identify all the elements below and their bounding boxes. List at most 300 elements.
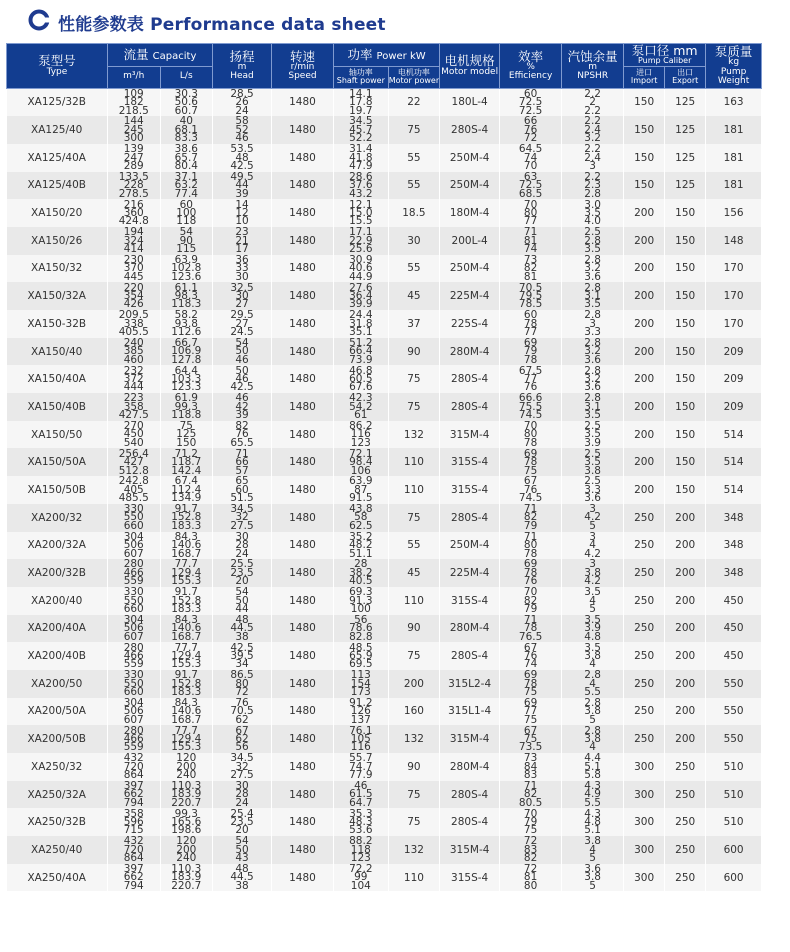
cell-capacity-m3h-value: 466: [123, 566, 144, 579]
cell-capacity-m3h-value: 144: [123, 116, 144, 128]
cell-export: 150: [665, 255, 706, 283]
cell-efficiency-value: 77: [523, 373, 538, 386]
cell-type: XA125/40: [7, 116, 108, 144]
cell-shaft-power-value: 35.2: [349, 531, 373, 543]
cell-capacity-m3h-value: 506: [123, 705, 144, 718]
cell-export: 200: [665, 615, 706, 643]
cell-capacity-ls-value: 155.3: [171, 658, 202, 670]
cell-capacity-ls-value: 240: [176, 852, 197, 864]
cell-npshr-value: 2.5: [584, 420, 601, 432]
cell-shaft-power: [333, 781, 388, 809]
cell-capacity-ls-value: 37.1: [174, 171, 198, 183]
cell-motor-power: 132: [388, 725, 440, 753]
cell-motor-model: 315M-4: [440, 836, 500, 864]
cell-weight: 181: [706, 116, 762, 144]
cell-shaft-power: [333, 532, 388, 560]
cell-head-value: 51.5: [230, 492, 254, 504]
cell-motor-power: 75: [388, 116, 440, 144]
cell-npshr-value: 5.8: [584, 769, 601, 781]
cell-efficiency-value: 79: [523, 816, 538, 829]
cell-type: XA150/50B: [7, 476, 108, 504]
cell-capacity-m3h: [107, 532, 160, 560]
cell-motor-model: 315M-4: [440, 725, 500, 753]
cell-speed: 1480: [271, 532, 333, 560]
cell-capacity-ls-value: 50.6: [174, 96, 198, 109]
cell-head-value: 46: [235, 393, 249, 405]
cell-motor-power: 110: [388, 587, 440, 615]
cell-import: 250: [624, 504, 665, 532]
cell-shaft-power-value: 91.5: [349, 492, 373, 504]
cell-efficiency: [500, 642, 562, 670]
cell-npshr-value: 3.8: [584, 464, 601, 477]
cell-efficiency-value: 82: [523, 594, 538, 607]
table-row: [7, 338, 762, 366]
cell-capacity-ls-value: 77.7: [174, 642, 198, 654]
cell-capacity-ls: [160, 144, 213, 172]
cell-head-value: 24.5: [230, 326, 254, 338]
cell-capacity-m3h-value: 256.4: [118, 448, 149, 460]
cell-capacity-m3h-value: 550: [123, 594, 144, 607]
cell-export: 150: [665, 227, 706, 255]
cell-efficiency-value: 71: [523, 614, 538, 626]
cell-capacity-ls-value: 123.6: [171, 270, 202, 283]
cell-import: 300: [624, 864, 665, 892]
cell-head-value: 67: [235, 725, 249, 737]
cell-capacity-ls: [160, 725, 213, 753]
cell-capacity-m3h-value: 139: [123, 143, 144, 156]
cell-efficiency: [500, 615, 562, 643]
cell-type: XA200/50A: [7, 698, 108, 726]
cell-capacity-m3h: [107, 698, 160, 726]
cell-head-value: 38: [235, 630, 249, 643]
cell-head-value: 76: [235, 697, 249, 709]
cell-capacity-m3h-value: 289: [123, 159, 144, 172]
cell-motor-power: 132: [388, 836, 440, 864]
cell-npshr-value: 3.8: [584, 871, 601, 884]
cell-capacity-m3h-value: 596: [123, 816, 144, 829]
cell-efficiency-value: 74.5: [518, 492, 543, 504]
cell-efficiency-value: 75: [523, 464, 538, 477]
cell-export: 250: [665, 864, 706, 892]
cell-efficiency: [500, 310, 562, 338]
cell-type: XA200/40: [7, 587, 108, 615]
cell-head: [213, 255, 272, 283]
cell-type: XA150/32: [7, 255, 108, 283]
cell-efficiency-value: 78: [523, 547, 538, 560]
cell-capacity-m3h: [107, 615, 160, 643]
cell-capacity-ls-value: 67.4: [174, 476, 198, 488]
cell-efficiency-value: 76: [523, 483, 538, 496]
cell-import: 200: [624, 310, 665, 338]
cell-shaft-power-value: 51.1: [349, 547, 373, 560]
cell-capacity-m3h: [107, 116, 160, 144]
cell-efficiency-value: 70: [523, 199, 538, 211]
cell-npshr-value: 3: [589, 503, 596, 516]
cell-head-value: 32: [235, 760, 249, 773]
cell-capacity-m3h-value: 223: [123, 393, 144, 405]
cell-export: 125: [665, 144, 706, 172]
cell-head-value: 52: [235, 123, 249, 136]
cell-shaft-power-value: 28.6: [349, 171, 373, 183]
cell-capacity-m3h-value: 218.5: [118, 104, 149, 117]
cell-npshr-value: 4: [589, 658, 596, 670]
cell-shaft-power: [333, 144, 388, 172]
cell-capacity-ls-value: 115: [176, 243, 197, 255]
cell-speed: 1480: [271, 116, 333, 144]
cell-efficiency: [500, 864, 562, 892]
cell-weight: 209: [706, 393, 762, 421]
cell-motor-power: 75: [388, 781, 440, 809]
cell-head-value: 46: [235, 132, 249, 144]
cell-efficiency-value: 80: [523, 879, 538, 892]
cell-shaft-power-value: 43.8: [349, 503, 373, 516]
cell-capacity-ls-value: 129.4: [171, 566, 202, 579]
cell-motor-power: 45: [388, 559, 440, 587]
cell-efficiency: [500, 504, 562, 532]
header-caliber: 泵口径 mm Pump Caliber: [624, 44, 706, 67]
cell-head-value: 54: [235, 836, 249, 848]
cell-npshr-value: 2.4: [584, 151, 601, 164]
cell-efficiency-value: 71: [523, 503, 538, 516]
cell-npshr-value: 3.5: [584, 409, 601, 421]
cell-motor-power: 55: [388, 144, 440, 172]
cell-npshr: [562, 532, 624, 560]
cell-npshr: [562, 753, 624, 781]
cell-efficiency-value: 73: [523, 753, 538, 765]
cell-efficiency-value: 68.5: [518, 187, 543, 200]
cell-npshr: [562, 642, 624, 670]
cell-npshr-value: 3: [589, 317, 596, 330]
cell-efficiency-value: 70: [523, 420, 538, 432]
cell-npshr-value: 4.0: [584, 215, 601, 227]
cell-motor-model: 280S-4: [440, 504, 500, 532]
table-row: [7, 781, 762, 809]
cell-import: 300: [624, 836, 665, 864]
cell-head-value: 42.5: [230, 642, 254, 654]
cell-head-value: 24: [235, 547, 249, 560]
cell-shaft-power-value: 72.2: [349, 863, 373, 875]
cell-efficiency: [500, 227, 562, 255]
cell-head-value: 25.5: [230, 559, 254, 571]
cell-npshr: [562, 559, 624, 587]
cell-npshr-value: 3.2: [584, 262, 601, 275]
cell-shaft-power: [333, 559, 388, 587]
cell-head: [213, 587, 272, 615]
cell-efficiency-value: 78: [523, 677, 538, 690]
cell-efficiency-value: 67: [523, 725, 538, 737]
cell-head: [213, 864, 272, 892]
cell-head-value: 72: [235, 686, 249, 698]
cell-type: XA200/40A: [7, 615, 108, 643]
cell-head-value: 56: [235, 741, 249, 754]
cell-capacity-ls-value: 80.4: [174, 159, 198, 172]
cell-capacity-m3h-value: 385: [123, 345, 144, 358]
cell-capacity-m3h-value: 397: [123, 780, 144, 792]
cell-export: 150: [665, 282, 706, 310]
cell-head-value: 65.5: [230, 436, 254, 449]
cell-head-value: 27: [235, 298, 249, 311]
cell-head-value: 49.5: [230, 171, 254, 183]
cell-shaft-power-value: 123: [350, 852, 371, 864]
cell-head-value: 53.5: [230, 143, 254, 156]
cell-efficiency: [500, 365, 562, 393]
cell-head-value: 14: [235, 199, 249, 211]
table-row: [7, 642, 762, 670]
cell-npshr-value: 3.5: [584, 243, 601, 255]
cell-capacity-ls-value: 152.8: [171, 511, 202, 524]
cell-efficiency-value: 69: [523, 669, 538, 682]
cell-speed: 1480: [271, 255, 333, 283]
table-row: [7, 725, 762, 753]
cell-speed: 1480: [271, 421, 333, 449]
cell-npshr: [562, 670, 624, 698]
cell-capacity-ls: [160, 753, 213, 781]
cell-capacity-ls-value: 152.8: [171, 594, 202, 607]
cell-head-value: 58: [235, 116, 249, 128]
cell-head-value: 23: [235, 226, 249, 239]
cell-capacity-ls-value: 91.7: [174, 669, 198, 682]
cell-capacity-m3h: [107, 476, 160, 504]
cell-efficiency: [500, 116, 562, 144]
cell-capacity-m3h: [107, 670, 160, 698]
cell-weight: 163: [706, 88, 762, 116]
cell-npshr-value: 2.8: [584, 234, 601, 247]
cell-efficiency-value: 81: [523, 871, 538, 884]
cell-shaft-power-value: 99: [354, 871, 368, 884]
cell-npshr: [562, 310, 624, 338]
cell-shaft-power-value: 118: [350, 843, 371, 856]
cell-capacity-ls-value: 240: [176, 769, 197, 781]
cell-shaft-power-value: 44.9: [349, 270, 373, 283]
cell-capacity-m3h-value: 715: [123, 824, 144, 837]
cell-capacity-m3h-value: 445: [123, 270, 144, 283]
cell-efficiency-value: 78: [523, 456, 538, 469]
table-row: [7, 116, 762, 144]
cell-motor-model: 280S-4: [440, 116, 500, 144]
cell-capacity-ls: [160, 393, 213, 421]
cell-npshr-value: 3.1: [584, 400, 601, 413]
cell-capacity-ls-value: 198.6: [171, 824, 202, 837]
cell-capacity-ls-value: 60.7: [174, 104, 198, 117]
cell-speed: 1480: [271, 698, 333, 726]
cell-capacity-m3h-value: 230: [123, 254, 144, 266]
cell-motor-power: 45: [388, 282, 440, 310]
cell-capacity-m3h: [107, 144, 160, 172]
cell-motor-model: 180M-4: [440, 199, 500, 227]
cell-shaft-power-value: 36.4: [349, 289, 373, 302]
cell-head-value: 42.5: [230, 159, 254, 172]
cell-capacity-m3h-value: 228: [123, 179, 144, 192]
cell-capacity-m3h-value: 209.5: [118, 310, 149, 322]
cell-npshr-value: 5.5: [584, 686, 601, 698]
cell-capacity-ls-value: 63.2: [174, 179, 198, 192]
cell-speed: 1480: [271, 504, 333, 532]
cell-motor-power: 110: [388, 864, 440, 892]
cell-export: 150: [665, 199, 706, 227]
page-title: 性能参数表 Performance data sheet: [58, 15, 386, 35]
cell-capacity-m3h-value: 109: [123, 88, 144, 100]
cell-head-value: 86.5: [230, 669, 254, 682]
cell-capacity-ls-value: 100: [176, 206, 197, 219]
table-row: [7, 698, 762, 726]
cell-head-value: 36: [235, 254, 249, 266]
table-row: [7, 365, 762, 393]
cell-speed: 1480: [271, 615, 333, 643]
cell-shaft-power: [333, 615, 388, 643]
cell-capacity-m3h-value: 466: [123, 649, 144, 662]
cell-motor-power: 200: [388, 670, 440, 698]
cell-shaft-power-value: 40.6: [349, 262, 373, 275]
table-row: [7, 504, 762, 532]
cell-weight: 450: [706, 587, 762, 615]
cell-motor-power: 22: [388, 88, 440, 116]
cell-weight: 170: [706, 255, 762, 283]
cell-efficiency-value: 79: [523, 519, 538, 532]
cell-capacity-ls-value: 71.2: [174, 448, 198, 460]
cell-shaft-power: [333, 199, 388, 227]
header-motor-power: 电机功率 Motor power: [388, 66, 440, 88]
cell-capacity-ls-value: 90: [179, 234, 193, 247]
table-row: [7, 808, 762, 836]
cell-capacity-m3h-value: 720: [123, 843, 144, 856]
cell-capacity-ls: [160, 559, 213, 587]
cell-capacity-m3h-value: 300: [123, 132, 144, 144]
cell-weight: 348: [706, 559, 762, 587]
cell-capacity-ls-value: 84.3: [174, 614, 198, 626]
cell-efficiency-value: 75: [523, 824, 538, 837]
cell-npshr-value: 3: [589, 531, 596, 543]
cell-capacity-ls-value: 120: [176, 836, 197, 848]
cell-efficiency-value: 74: [523, 658, 538, 670]
cell-head-value: 27.5: [230, 519, 254, 532]
cell-head: [213, 116, 272, 144]
cell-motor-model: 280M-4: [440, 338, 500, 366]
cell-shaft-power-value: 17.1: [349, 226, 373, 239]
cell-capacity-ls-value: 63.9: [174, 254, 198, 266]
cell-shaft-power: [333, 88, 388, 116]
cell-efficiency: [500, 448, 562, 476]
cell-efficiency-value: 74: [523, 151, 538, 164]
cell-weight: 550: [706, 725, 762, 753]
cell-capacity-ls-value: 84.3: [174, 697, 198, 709]
cell-head: [213, 642, 272, 670]
cell-capacity-ls-value: 75: [179, 420, 193, 432]
cell-npshr-value: 5.1: [584, 760, 601, 773]
cell-head-value: 20: [235, 824, 249, 837]
cell-motor-model: 315S-4: [440, 448, 500, 476]
cell-capacity-ls: [160, 338, 213, 366]
table-row: [7, 88, 762, 116]
cell-capacity-m3h-value: 354: [123, 289, 144, 302]
cell-efficiency: [500, 559, 562, 587]
cell-shaft-power-value: 48.3: [349, 816, 373, 829]
cell-type: XA200/50B: [7, 725, 108, 753]
cell-efficiency-value: 69: [523, 448, 538, 460]
table-row: [7, 227, 762, 255]
cell-shaft-power-value: 63.9: [349, 476, 373, 488]
cell-capacity-ls-value: 102.8: [171, 262, 202, 275]
cell-import: 250: [624, 587, 665, 615]
cell-npshr-value: 2.8: [584, 697, 601, 709]
cell-efficiency-value: 69: [523, 559, 538, 571]
cell-efficiency-value: 69: [523, 697, 538, 709]
cell-efficiency-value: 82: [523, 788, 538, 801]
cell-shaft-power: [333, 642, 388, 670]
cell-type: XA150/20: [7, 199, 108, 227]
performance-table: [6, 43, 762, 891]
cell-capacity-m3h-value: 460: [123, 353, 144, 366]
cell-shaft-power: [333, 808, 388, 836]
cell-efficiency-value: 80.5: [518, 796, 543, 809]
cell-capacity-m3h: [107, 808, 160, 836]
header-capacity-ls: L/s: [160, 66, 213, 88]
table-row: [7, 476, 762, 504]
cell-type: XA250/32A: [7, 781, 108, 809]
cell-npshr-value: 3.9: [584, 622, 601, 635]
cell-shaft-power: [333, 504, 388, 532]
cell-speed: 1480: [271, 864, 333, 892]
cell-import: 250: [624, 559, 665, 587]
cell-head-value: 34.5: [230, 753, 254, 765]
cell-head-value: 71: [235, 448, 249, 460]
cell-shaft-power-value: 37.6: [349, 179, 373, 192]
cell-import: 200: [624, 282, 665, 310]
cell-shaft-power: [333, 670, 388, 698]
cell-npshr-value: 2.8: [584, 669, 601, 682]
cell-capacity-ls-value: 129.4: [171, 649, 202, 662]
cell-npshr: [562, 615, 624, 643]
cell-capacity-ls: [160, 836, 213, 864]
cell-capacity-ls-value: 129.4: [171, 732, 202, 745]
table-row: [7, 421, 762, 449]
cell-motor-model: 200L-4: [440, 227, 500, 255]
cell-motor-power: 110: [388, 448, 440, 476]
cell-efficiency-value: 64.5: [518, 143, 543, 156]
cell-weight: 510: [706, 781, 762, 809]
cell-import: 250: [624, 642, 665, 670]
cell-head: [213, 310, 272, 338]
cell-capacity-m3h-value: 660: [123, 602, 144, 615]
cell-head-value: 66: [235, 456, 249, 469]
cell-efficiency: [500, 698, 562, 726]
cell-capacity-ls: [160, 116, 213, 144]
cell-capacity-ls-value: 61.1: [174, 282, 198, 294]
cell-efficiency-value: 76: [523, 649, 538, 662]
cell-capacity-ls-value: 60: [179, 199, 193, 211]
header-import: 进口 Import: [624, 66, 665, 88]
table-row: [7, 836, 762, 864]
cell-shaft-power-value: 22.9: [349, 234, 373, 247]
cell-efficiency-value: 78: [523, 566, 538, 579]
cell-npshr-value: 3.8: [584, 836, 601, 848]
cell-efficiency-value: 71: [523, 780, 538, 792]
cell-motor-power: 90: [388, 338, 440, 366]
cell-efficiency: [500, 836, 562, 864]
cell-npshr-value: 4.8: [584, 630, 601, 643]
cell-head: [213, 476, 272, 504]
cell-motor-model: 225S-4: [440, 310, 500, 338]
cell-shaft-power-value: 78.6: [349, 622, 373, 635]
cell-head-value: 42: [235, 400, 249, 413]
cell-type: XA250/40: [7, 836, 108, 864]
cell-import: 200: [624, 338, 665, 366]
cell-npshr-value: 3.6: [584, 353, 601, 366]
cell-capacity-ls-value: 68.1: [174, 123, 198, 136]
cell-shaft-power-value: 87: [354, 483, 368, 496]
cell-efficiency-value: 69: [523, 337, 538, 349]
cell-shaft-power: [333, 365, 388, 393]
cell-head: [213, 421, 272, 449]
